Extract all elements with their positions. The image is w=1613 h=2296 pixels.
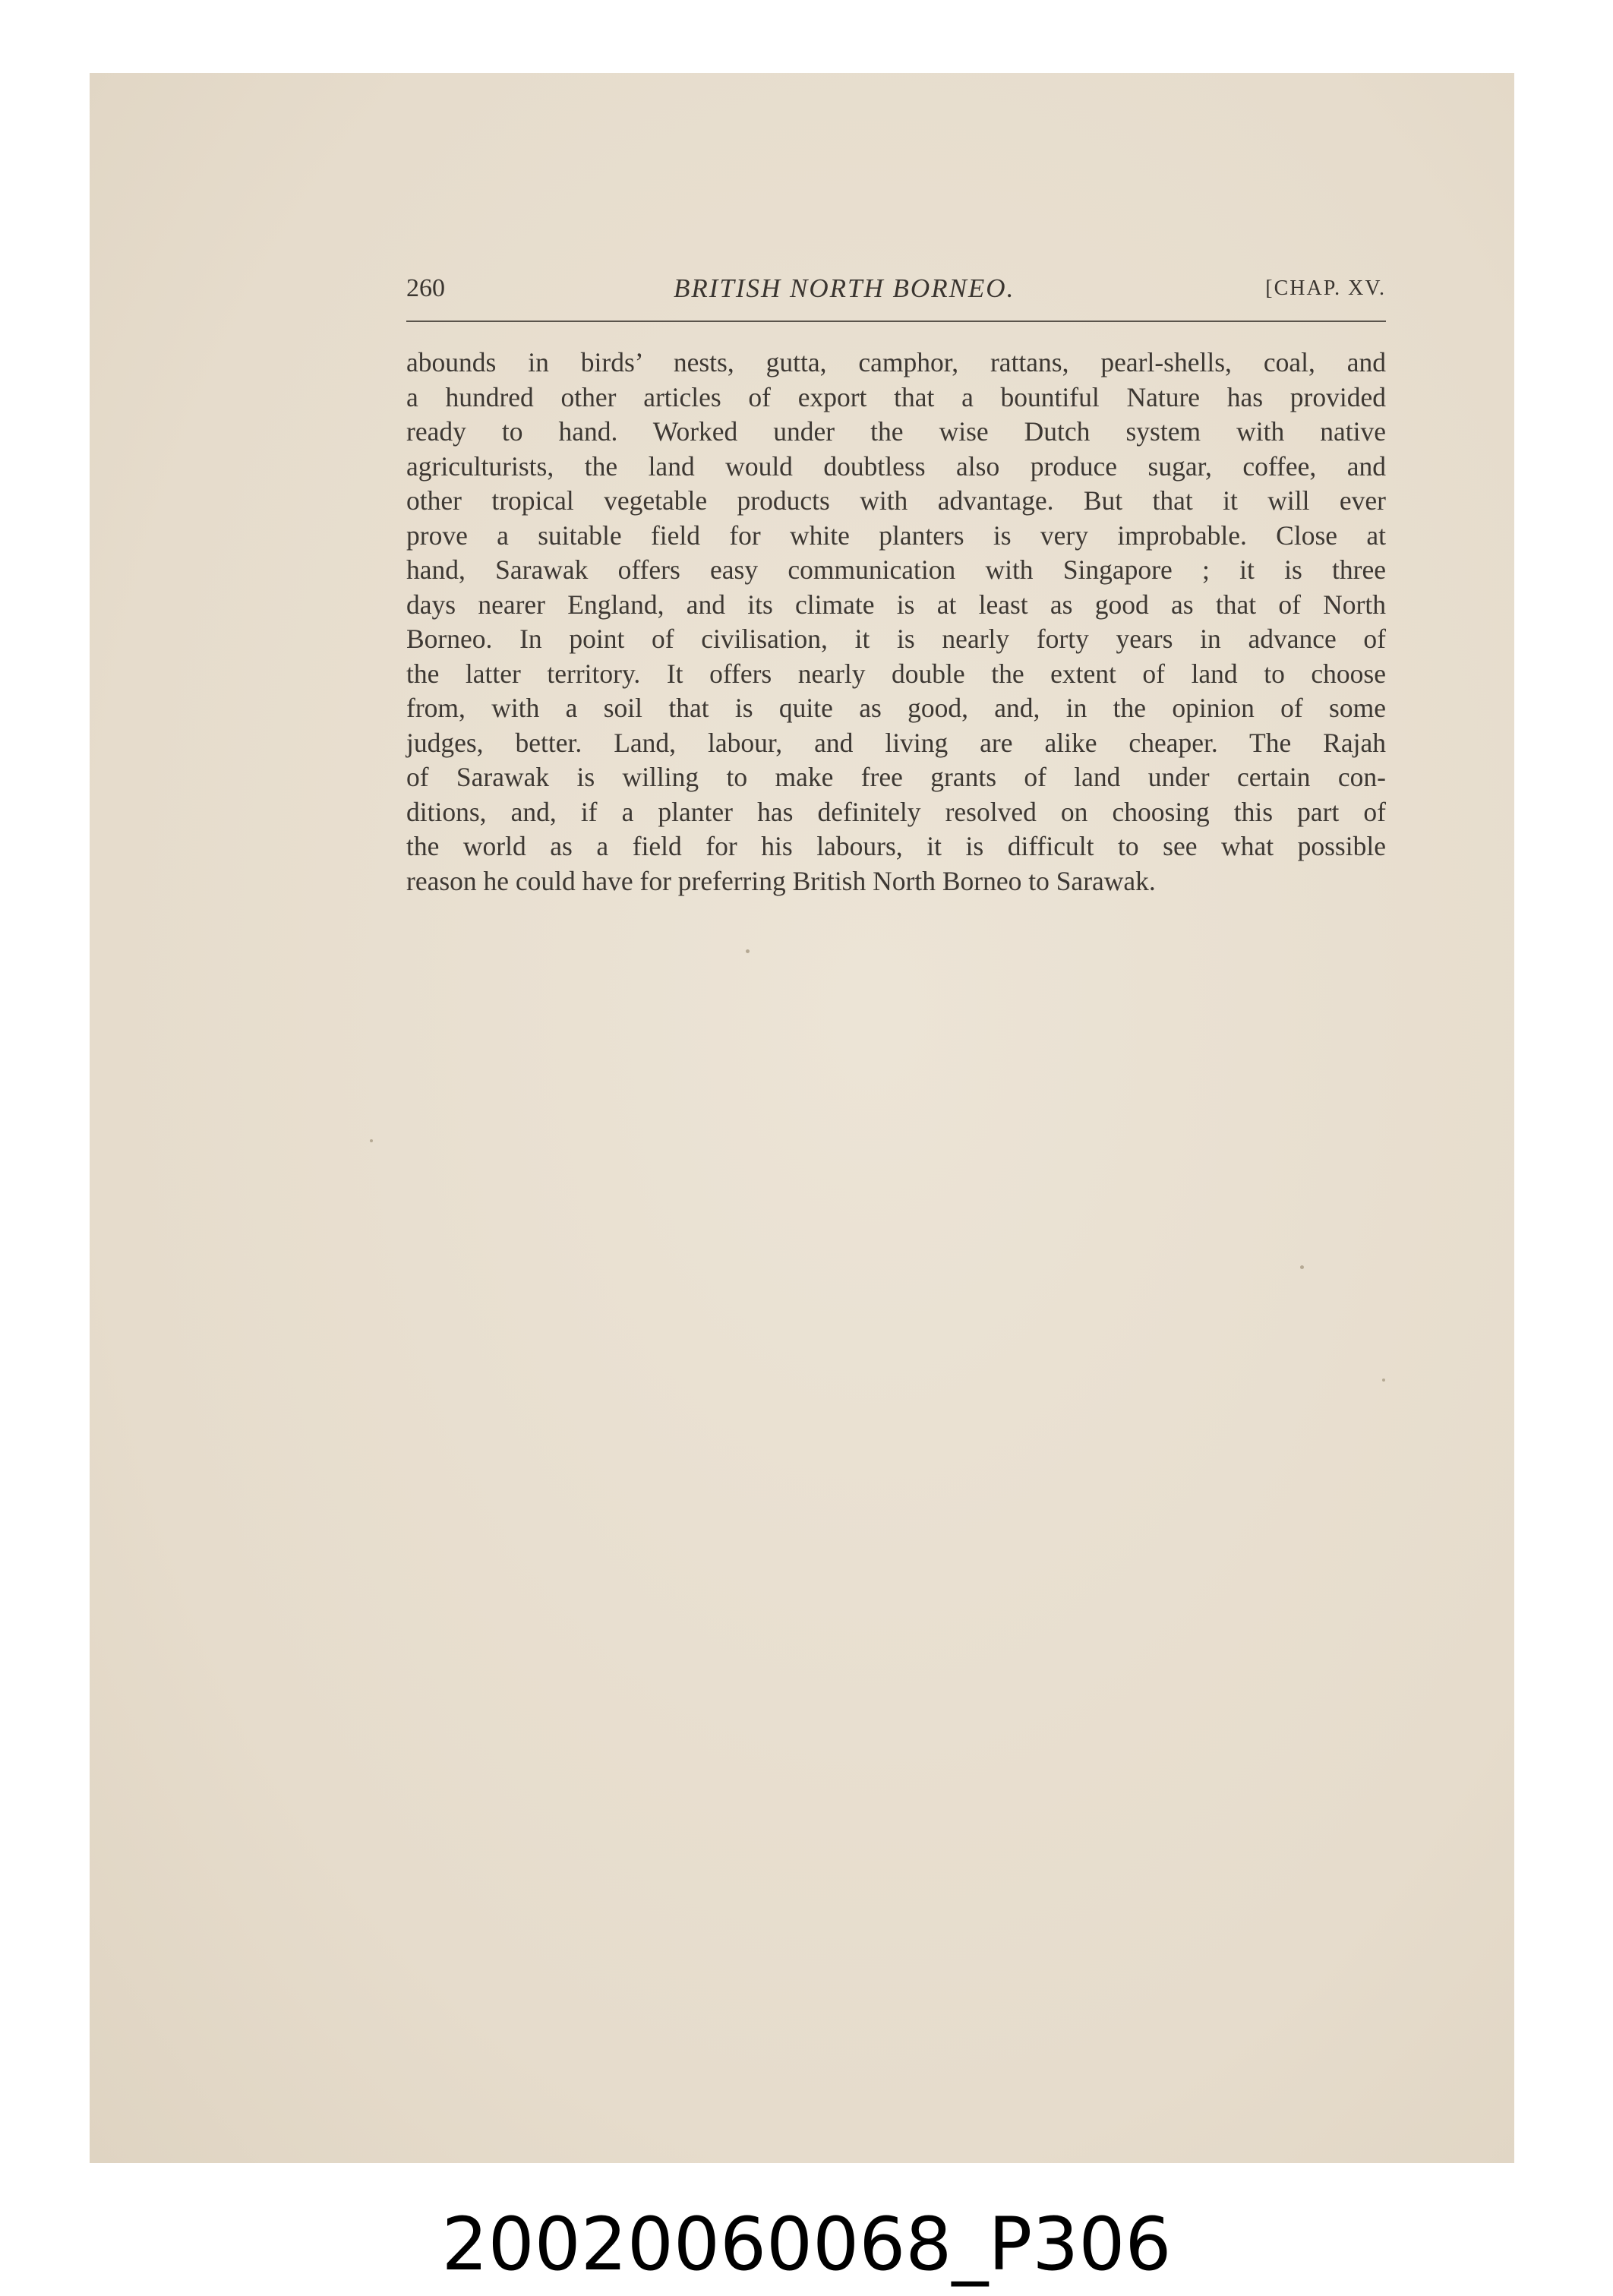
text-line: the latter territory. It offers nearly double the extent of land to choose	[406, 658, 1386, 689]
text-line: Borneo. In point of civilisation, it is nearly forty years in advance of	[406, 624, 1386, 654]
text-line: judges, better. Land, labour, and living are alike cheaper. The Rajah	[406, 727, 1386, 758]
text-line: abounds in birds’ nests, gutta, camphor, rattans, pearl-shells, coal, and	[406, 347, 1386, 377]
paper-speck	[746, 949, 750, 953]
paper-speck	[1300, 1265, 1304, 1269]
text-line: other tropical vegetable products with advantage. But that it will ever	[406, 485, 1386, 516]
paper-speck	[1382, 1379, 1385, 1382]
text-line: ditions, and, if a planter has definitely resolved on choosing this part of	[406, 796, 1386, 827]
text-line: days nearer England, and its climate is at least as good as that of North	[406, 589, 1386, 620]
scan-identifier: 20020060068_P306	[441, 2202, 1172, 2287]
text-line: the world as a field for his labours, it is difficult to see what possible	[406, 831, 1386, 861]
paper-speck	[370, 1139, 373, 1142]
chapter-reference: [CHAP. XV.	[1265, 276, 1386, 300]
text-line: reason he could have for preferring British North Borneo to Sarawak.	[406, 865, 1156, 896]
text-line: prove a suitable field for white planters is very improbable. Close at	[406, 520, 1386, 551]
body-paragraph	[406, 346, 1386, 899]
book-title: BRITISH NORTH BORNEO.	[674, 273, 1015, 303]
running-head	[406, 270, 1386, 308]
page-number: 260	[406, 274, 445, 302]
header-rule	[406, 321, 1386, 322]
text-line: hand, Sarawak offers easy communication with Singapore ; it is three	[406, 554, 1386, 585]
text-line: agriculturists, the land would doubtless also produce sugar, coffee, and	[406, 450, 1386, 482]
text-line: from, with a soil that is quite as good, and, in the opinion of some	[406, 693, 1386, 723]
text-line: of Sarawak is willing to make free grants of land under certain con-	[406, 762, 1386, 792]
text-line: a hundred other articles of export that a bountiful Nature has provided	[406, 381, 1386, 412]
text-line: ready to hand. Worked under the wise Dutch system with native	[406, 416, 1386, 447]
